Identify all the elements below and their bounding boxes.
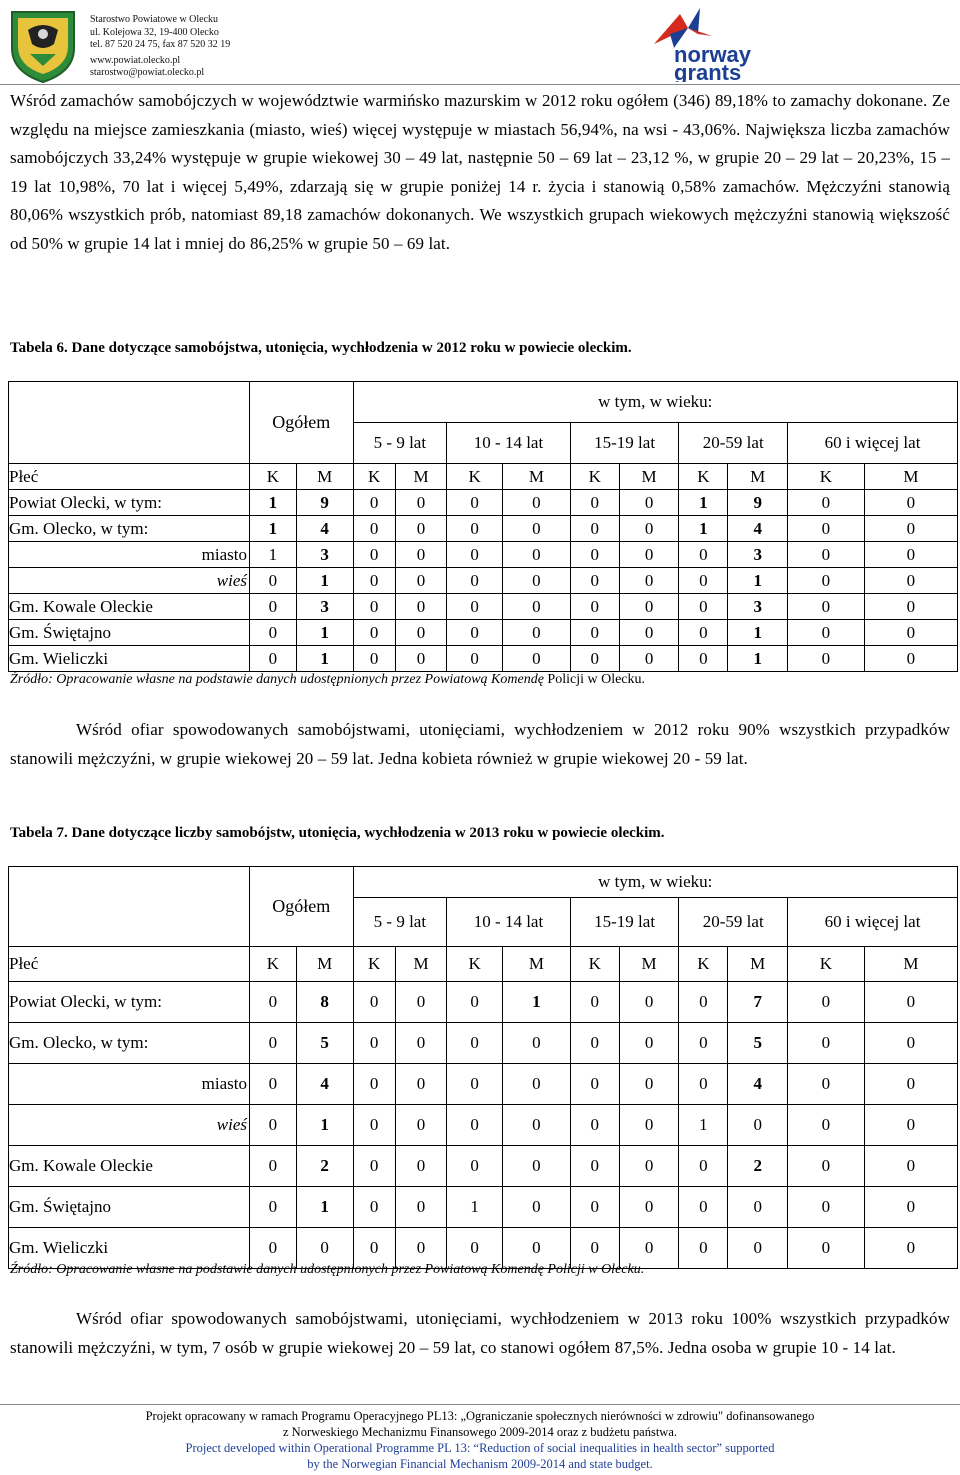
value-cell: 0 — [619, 568, 679, 594]
table-row — [9, 516, 958, 542]
value-cell: 1 — [296, 1105, 353, 1146]
value-cell: 0 — [353, 1064, 395, 1105]
table7-source-italic: Źródło: Opracowanie własne na podstawie danych udostępnionych przez Powiatową Komendę Policji w Olecku. — [10, 1262, 645, 1277]
paragraph-victims-2012-text: Wśród ofiar spowodowanych samobójstwami, utonięciami, wychłodzeniem w 2012 roku 90% wszystkich przypadków stanowili mężczyźni, w grupie wiekowej 20 – 59 lat. Jedna kobieta również w grupie wiekowej 20 - 59 lat. — [10, 720, 950, 768]
paragraph-victims-2013-text: Wśród ofiar spowodowanych samobójstwami, utonięciami, wychłodzeniem w 2013 roku 100% wszystkich przypadków stanowili mężczyźni, w tym, 7 osób w grupie wiekowej 20 – 59 lat, co stanowi ogółem 87,5%. Jedna osoba w grupie 10 - 14 lat. — [10, 1309, 950, 1357]
value-cell: 0 — [395, 982, 446, 1023]
table6-source — [10, 672, 645, 688]
sex-cell: M — [503, 464, 571, 490]
value-cell: 0 — [788, 1146, 865, 1187]
value-cell: 7 — [728, 982, 788, 1023]
value-cell: 0 — [395, 1187, 446, 1228]
footer-en-line2: by the Norwegian Financial Mechanism 2009-2014 and state budget. — [307, 1457, 653, 1471]
value-cell: 0 — [503, 516, 571, 542]
value-cell: 0 — [395, 542, 446, 568]
value-cell: 5 — [296, 1023, 353, 1064]
row-label: wieś — [9, 1105, 250, 1146]
value-cell: 0 — [864, 620, 957, 646]
value-cell: 1 — [296, 1187, 353, 1228]
value-cell: 1 — [447, 1187, 503, 1228]
value-cell: 0 — [619, 1105, 679, 1146]
value-cell: 0 — [864, 1228, 957, 1269]
value-cell: 0 — [447, 542, 503, 568]
value-cell: 0 — [447, 620, 503, 646]
table-row — [9, 1105, 958, 1146]
value-cell: 0 — [447, 1228, 503, 1269]
value-cell: 0 — [250, 1187, 297, 1228]
sex-cell: K — [679, 464, 728, 490]
value-cell: 1 — [503, 982, 571, 1023]
value-cell: 3 — [728, 542, 788, 568]
sex-cell: K — [788, 464, 865, 490]
age-header-0: 5 - 9 lat — [353, 423, 447, 464]
value-cell: 0 — [788, 594, 865, 620]
row-label: Gm. Olecko, w tym: — [9, 516, 250, 542]
value-cell: 0 — [353, 1187, 395, 1228]
table7-source — [10, 1262, 644, 1278]
value-cell: 0 — [503, 620, 571, 646]
table-row — [9, 1187, 958, 1228]
norway-grants-logo — [640, 4, 765, 82]
sex-cell: M — [619, 464, 679, 490]
age-header-2: 15-19 lat — [570, 898, 679, 947]
value-cell: 0 — [679, 1146, 728, 1187]
table-row — [9, 1064, 958, 1105]
value-cell: 1 — [296, 646, 353, 672]
logo-word-norway: norway — [674, 42, 752, 67]
value-cell: 0 — [864, 516, 957, 542]
value-cell: 0 — [353, 542, 395, 568]
sex-row — [9, 947, 958, 982]
value-cell: 0 — [788, 646, 865, 672]
value-cell: 0 — [679, 542, 728, 568]
value-cell: 0 — [570, 1187, 619, 1228]
value-cell: 0 — [570, 1228, 619, 1269]
value-cell: 0 — [864, 982, 957, 1023]
value-cell: 0 — [395, 490, 446, 516]
age-header-3: 20-59 lat — [679, 423, 788, 464]
value-cell: 1 — [250, 490, 297, 516]
value-cell: 0 — [353, 1023, 395, 1064]
value-cell: 0 — [250, 646, 297, 672]
value-cell: 0 — [503, 490, 571, 516]
value-cell: 0 — [395, 1023, 446, 1064]
table6-source-normal: Policji w Olecku. — [543, 672, 646, 687]
sex-cell: M — [864, 947, 957, 982]
row-label: Gm. Wieliczki — [9, 1228, 250, 1269]
value-cell: 0 — [503, 542, 571, 568]
table-row — [9, 568, 958, 594]
value-cell: 1 — [728, 620, 788, 646]
value-cell: 0 — [728, 1105, 788, 1146]
value-cell: 0 — [864, 1187, 957, 1228]
table-row — [9, 542, 958, 568]
sex-cell: K — [447, 464, 503, 490]
value-cell: 0 — [619, 1064, 679, 1105]
ogolem-header: Ogółem — [250, 382, 354, 464]
value-cell: 5 — [728, 1023, 788, 1064]
table-row — [9, 1023, 958, 1064]
value-cell: 0 — [395, 620, 446, 646]
office-website-link[interactable]: www.powiat.olecko.pl — [90, 54, 181, 66]
office-address-block — [90, 14, 230, 80]
sex-cell: M — [864, 464, 957, 490]
value-cell: 1 — [296, 568, 353, 594]
header-divider — [0, 84, 960, 85]
value-cell: 0 — [864, 1064, 957, 1105]
value-cell: 0 — [503, 594, 571, 620]
value-cell: 0 — [570, 1146, 619, 1187]
table6-source-italic: Źródło: Opracowanie własne na podstawie danych udostępnionych przez Powiatową Komendę — [10, 672, 544, 687]
value-cell: 0 — [250, 568, 297, 594]
value-cell: 4 — [296, 1064, 353, 1105]
value-cell: 0 — [353, 490, 395, 516]
age-header-4: 60 i więcej lat — [788, 898, 958, 947]
value-cell: 0 — [788, 568, 865, 594]
value-cell: 0 — [395, 568, 446, 594]
value-cell: 0 — [679, 982, 728, 1023]
sex-cell: M — [296, 464, 353, 490]
sex-cell: M — [296, 947, 353, 982]
sex-cell: M — [728, 464, 788, 490]
value-cell: 0 — [619, 1023, 679, 1064]
value-cell: 3 — [296, 594, 353, 620]
sex-cell: K — [570, 464, 619, 490]
sex-cell: K — [447, 947, 503, 982]
value-cell: 0 — [728, 1228, 788, 1269]
age-group-header: w tym, w wieku: — [353, 382, 957, 423]
value-cell: 0 — [503, 1187, 571, 1228]
value-cell: 0 — [250, 594, 297, 620]
value-cell: 0 — [447, 982, 503, 1023]
paragraph-suicide-statistics: Wśród zamachów samobójczych w województwie warmińsko mazurskim w 2012 roku ogółem (346) 89,18% to zamachy dokonane. Ze względu na miejsce zamieszkania (miasto, wieś) więcej występuje w miastach 56,94%, na wsi - 43,06%. Największa liczba zamachów samobójczych 33,24% występuje w grupie wiekowej 30 – 49 lat, następnie 50 – 69 lat – 23,12 %, w grupie 20 – 29 lat – 20,23%, 15 – 19 lat 10,98%, 70 lat i więcej 5,49%, zdarzają się w grupie poniżej 14 r. życia i stanowią 0,58% zamachów. Mężczyźni stanowią 80,06% wszystkich prób, natomiast 89,18 zamachów dokonanych. We wszystkich grupach wiekowych mężczyźni stanowią większość od 50% w grupie 14 lat i mniej do 86,25% w grupie 50 – 69 lat. — [10, 91, 950, 253]
value-cell: 0 — [503, 1023, 571, 1064]
value-cell: 9 — [728, 490, 788, 516]
value-cell: 0 — [447, 1105, 503, 1146]
value-cell: 0 — [353, 594, 395, 620]
value-cell: 0 — [570, 1105, 619, 1146]
sex-label: Płeć — [9, 947, 250, 982]
value-cell: 0 — [395, 646, 446, 672]
sex-cell: M — [395, 947, 446, 982]
value-cell: 0 — [619, 542, 679, 568]
table6-caption: Tabela 6. Dane dotyczące samobójstwa, utonięcia, wychłodzenia w 2012 roku w powiecie oleckim. — [10, 340, 632, 356]
value-cell: 0 — [864, 1105, 957, 1146]
value-cell: 1 — [679, 1105, 728, 1146]
row-label: miasto — [9, 1064, 250, 1105]
value-cell: 0 — [570, 568, 619, 594]
value-cell: 0 — [570, 620, 619, 646]
row-label: wieś — [9, 568, 250, 594]
value-cell: 0 — [447, 516, 503, 542]
value-cell: 0 — [447, 1064, 503, 1105]
value-cell: 0 — [570, 982, 619, 1023]
value-cell: 0 — [447, 594, 503, 620]
value-cell: 0 — [788, 1105, 865, 1146]
footer-en-line1: Project developed within Operational Programme PL 13: “Reduction of social inequalities in health sector” supported — [185, 1441, 775, 1455]
value-cell: 1 — [296, 620, 353, 646]
value-cell: 4 — [728, 1064, 788, 1105]
value-cell: 0 — [353, 516, 395, 542]
value-cell: 9 — [296, 490, 353, 516]
value-cell: 0 — [570, 542, 619, 568]
sex-cell: M — [619, 947, 679, 982]
value-cell: 0 — [864, 542, 957, 568]
footer-pl-line2: z Norweskiego Mechanizmu Finansowego 2009-2014 oraz z budżetu państwa. — [283, 1425, 677, 1439]
row-label: Gm. Olecko, w tym: — [9, 1023, 250, 1064]
value-cell: 0 — [447, 1023, 503, 1064]
row-label: miasto — [9, 542, 250, 568]
age-group-header: w tym, w wieku: — [353, 867, 957, 898]
value-cell: 0 — [447, 490, 503, 516]
value-cell: 0 — [619, 490, 679, 516]
age-header-0: 5 - 9 lat — [353, 898, 447, 947]
value-cell: 0 — [788, 1023, 865, 1064]
value-cell: 0 — [503, 1105, 571, 1146]
value-cell: 4 — [296, 516, 353, 542]
value-cell: 0 — [788, 1187, 865, 1228]
value-cell: 3 — [296, 542, 353, 568]
value-cell: 0 — [864, 568, 957, 594]
age-header-1: 10 - 14 lat — [447, 423, 571, 464]
office-street: ul. Kolejowa 32, 19-400 Olecko — [90, 26, 219, 38]
value-cell: 0 — [864, 594, 957, 620]
row-label: Powiat Olecki, w tym: — [9, 982, 250, 1023]
age-header-3: 20-59 lat — [679, 898, 788, 947]
value-cell: 0 — [395, 516, 446, 542]
value-cell: 0 — [250, 1105, 297, 1146]
age-header-2: 15-19 lat — [570, 423, 679, 464]
sex-row — [9, 464, 958, 490]
row-label: Gm. Wieliczki — [9, 646, 250, 672]
value-cell: 0 — [503, 1228, 571, 1269]
value-cell: 0 — [679, 594, 728, 620]
age-header-4: 60 i więcej lat — [788, 423, 958, 464]
sex-label: Płeć — [9, 464, 250, 490]
value-cell: 0 — [864, 1023, 957, 1064]
value-cell: 0 — [788, 982, 865, 1023]
table-row — [9, 490, 958, 516]
value-cell: 0 — [679, 1187, 728, 1228]
row-label: Gm. Kowale Oleckie — [9, 1146, 250, 1187]
sex-cell: K — [570, 947, 619, 982]
age-header-1: 10 - 14 lat — [447, 898, 571, 947]
value-cell: 0 — [250, 1064, 297, 1105]
value-cell: 1 — [679, 490, 728, 516]
office-name: Starostwo Powiatowe w Olecku — [90, 14, 219, 25]
value-cell: 0 — [353, 1228, 395, 1269]
value-cell: 0 — [250, 1023, 297, 1064]
footer — [0, 1408, 960, 1472]
value-cell: 0 — [679, 620, 728, 646]
row-label: Powiat Olecki, w tym: — [9, 490, 250, 516]
value-cell: 0 — [679, 646, 728, 672]
value-cell: 0 — [353, 1105, 395, 1146]
value-cell: 0 — [447, 646, 503, 672]
value-cell: 1 — [728, 646, 788, 672]
table6 — [8, 381, 958, 672]
value-cell: 0 — [619, 982, 679, 1023]
row-label: Gm. Świętajno — [9, 1187, 250, 1228]
value-cell: 0 — [570, 594, 619, 620]
table-row — [9, 620, 958, 646]
header-row-1 — [9, 867, 958, 898]
value-cell: 0 — [447, 568, 503, 594]
value-cell: 0 — [570, 646, 619, 672]
value-cell: 0 — [570, 490, 619, 516]
value-cell: 0 — [395, 1146, 446, 1187]
value-cell: 0 — [503, 1064, 571, 1105]
value-cell: 1 — [728, 568, 788, 594]
value-cell: 0 — [570, 1023, 619, 1064]
sex-cell: K — [353, 464, 395, 490]
row-label: Gm. Świętajno — [9, 620, 250, 646]
value-cell: 1 — [679, 516, 728, 542]
value-cell: 0 — [503, 1146, 571, 1187]
value-cell: 0 — [619, 594, 679, 620]
value-cell: 0 — [788, 516, 865, 542]
table7 — [8, 866, 958, 1269]
table-row — [9, 982, 958, 1023]
value-cell: 0 — [353, 620, 395, 646]
value-cell: 0 — [619, 620, 679, 646]
value-cell: 0 — [395, 1064, 446, 1105]
office-email-link[interactable]: starostwo@powiat.olecko.pl — [90, 67, 205, 78]
value-cell: 4 — [728, 516, 788, 542]
value-cell: 0 — [788, 1228, 865, 1269]
blank-corner-cell — [9, 867, 250, 947]
value-cell: 0 — [570, 1064, 619, 1105]
value-cell: 0 — [788, 490, 865, 516]
value-cell: 0 — [250, 620, 297, 646]
value-cell: 0 — [570, 516, 619, 542]
value-cell: 0 — [395, 1228, 446, 1269]
value-cell: 0 — [679, 1023, 728, 1064]
sex-cell: K — [353, 947, 395, 982]
value-cell: 0 — [619, 1187, 679, 1228]
value-cell: 0 — [864, 1146, 957, 1187]
value-cell: 0 — [447, 1146, 503, 1187]
value-cell: 0 — [353, 982, 395, 1023]
sex-cell: M — [395, 464, 446, 490]
ogolem-header: Ogółem — [250, 867, 354, 947]
blank-corner-cell — [9, 382, 250, 464]
value-cell: 2 — [296, 1146, 353, 1187]
sex-cell: K — [788, 947, 865, 982]
sex-cell: K — [250, 464, 297, 490]
table-row — [9, 594, 958, 620]
office-phone: tel. 87 520 24 75, fax 87 520 32 19 — [90, 39, 231, 50]
value-cell: 0 — [503, 646, 571, 672]
sex-cell: K — [679, 947, 728, 982]
footer-divider — [0, 1404, 960, 1405]
coat-of-arms-icon — [8, 8, 78, 84]
value-cell: 0 — [864, 646, 957, 672]
value-cell: 0 — [619, 516, 679, 542]
header-row-1 — [9, 382, 958, 423]
value-cell: 8 — [296, 982, 353, 1023]
value-cell: 0 — [353, 646, 395, 672]
value-cell: 0 — [788, 1064, 865, 1105]
value-cell: 0 — [619, 1228, 679, 1269]
table-row — [9, 646, 958, 672]
value-cell: 0 — [679, 1064, 728, 1105]
value-cell: 0 — [250, 982, 297, 1023]
value-cell: 0 — [864, 490, 957, 516]
logo-word-grants: grants — [674, 60, 742, 82]
value-cell: 0 — [679, 568, 728, 594]
value-cell: 0 — [788, 542, 865, 568]
paragraph-victims-2013 — [10, 1305, 950, 1362]
value-cell: 1 — [250, 516, 297, 542]
value-cell: 0 — [395, 1105, 446, 1146]
value-cell: 0 — [250, 1228, 297, 1269]
sex-cell: M — [728, 947, 788, 982]
table7-caption: Tabela 7. Dane dotyczące liczby samobójstw, utonięcia, wychłodzenia w 2013 roku w powiecie oleckim. — [10, 825, 665, 841]
value-cell: 0 — [619, 1146, 679, 1187]
value-cell: 0 — [296, 1228, 353, 1269]
value-cell: 3 — [728, 594, 788, 620]
value-cell: 0 — [503, 568, 571, 594]
value-cell: 0 — [788, 620, 865, 646]
value-cell: 0 — [353, 1146, 395, 1187]
value-cell: 1 — [250, 542, 297, 568]
value-cell: 0 — [679, 1228, 728, 1269]
table-row — [9, 1146, 958, 1187]
sex-cell: K — [250, 947, 297, 982]
footer-pl-line1: Projekt opracowany w ramach Programu Operacyjnego PL13: „Ograniczanie społecznych nierówności w zdrowiu" dofinansowanego — [145, 1409, 815, 1423]
value-cell: 0 — [728, 1187, 788, 1228]
value-cell: 0 — [250, 1146, 297, 1187]
value-cell: 0 — [395, 594, 446, 620]
value-cell: 2 — [728, 1146, 788, 1187]
row-label: Gm. Kowale Oleckie — [9, 594, 250, 620]
paragraph-victims-2012 — [10, 716, 950, 773]
sex-cell: M — [503, 947, 571, 982]
value-cell: 0 — [619, 646, 679, 672]
value-cell: 0 — [353, 568, 395, 594]
